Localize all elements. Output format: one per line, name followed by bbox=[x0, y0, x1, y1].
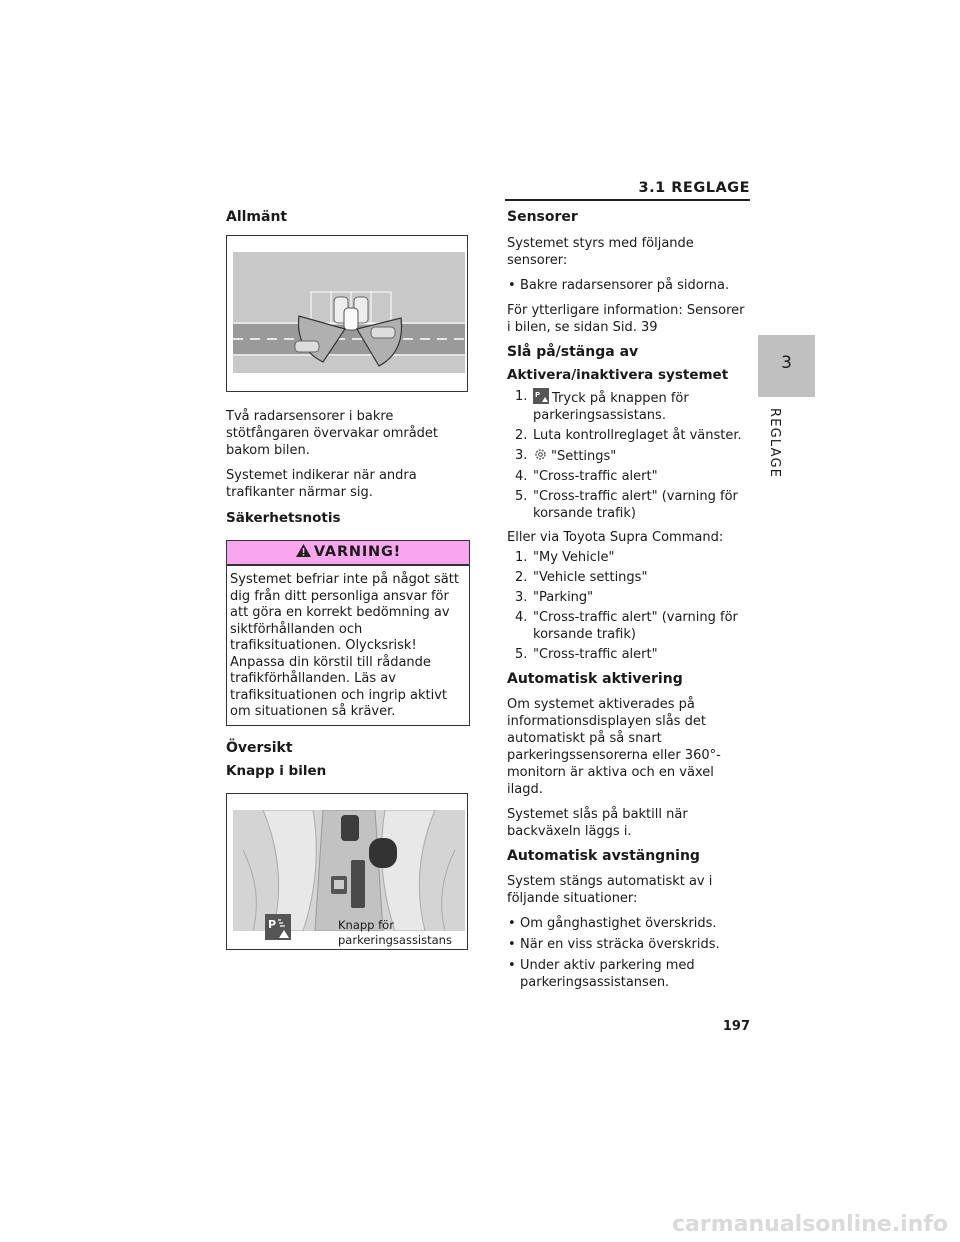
step2-3: 3. "Parking" bbox=[515, 590, 594, 605]
warning-header bbox=[227, 541, 469, 566]
chapter-tab-number: 3 bbox=[781, 353, 792, 373]
radar-coverage-illustration bbox=[233, 252, 465, 373]
allmant-paragraph-1: Två radarsensorer i bakre stötfångaren övervakar området bakom bilen. bbox=[226, 409, 439, 458]
step2-1: 1. "My Vehicle" bbox=[515, 550, 615, 565]
park-assist-button-icon bbox=[533, 388, 549, 404]
right-column bbox=[507, 207, 752, 991]
allmant-paragraph-2: Systemet indikerar när andra trafikanter närmar sig. bbox=[226, 468, 417, 500]
auto-avst-paragraph-1: System stängs automatiskt av i följande situationer: bbox=[507, 874, 713, 906]
warning-text: Systemet befriar inte på något sätt dig från ditt personliga ansvar för att göra en korrekt bedömning av siktförhållanden och trafiksituationen. Olycksrisk! Anpassa din körstil till rådande trafikförhållanden. Läs av trafiksituationen och ingrip aktivt om situationen så kräver. bbox=[230, 572, 459, 719]
heading-sla-pa-stanga-av: Slå på/stänga av bbox=[507, 344, 639, 360]
heading-automatisk-aktivering: Automatisk aktivering bbox=[507, 671, 683, 687]
auto-avst-bullet-2: • När en viss sträcka överskrids. bbox=[508, 937, 720, 952]
step-4: 4. "Cross-traffic alert" bbox=[515, 469, 658, 484]
steps-list-2 bbox=[507, 549, 752, 663]
heading-sakerhetsnotis: Säkerhetsnotis bbox=[226, 510, 341, 526]
step-3: 3. "Settings" bbox=[515, 448, 617, 464]
svg-text:P: P bbox=[535, 391, 541, 399]
left-column bbox=[226, 207, 470, 950]
sensorer-paragraph-1: Systemet styrs med följande sensorer: bbox=[507, 236, 694, 268]
steps-list-1 bbox=[507, 388, 752, 522]
step2-5: 5. "Cross-traffic alert" bbox=[515, 647, 658, 662]
heading-automatisk-avstangning: Automatisk avstängning bbox=[507, 848, 700, 864]
step2-2: 2. "Vehicle settings" bbox=[515, 570, 648, 585]
center-console-illustration bbox=[233, 810, 465, 931]
heading-oversikt: Översikt bbox=[226, 739, 293, 756]
section-header-title: 3.1 REGLAGE bbox=[638, 180, 750, 196]
sensorer-bullet: • Bakre radarsensorer på sidorna. bbox=[508, 278, 730, 293]
warning-triangle-icon bbox=[295, 543, 312, 558]
step-2: 2. Luta kontrollreglaget åt vänster. bbox=[515, 428, 742, 443]
legend-park-assist-label: Knapp för parkeringsassistans bbox=[338, 918, 452, 947]
watermark: carmanualsonline.info bbox=[672, 1212, 948, 1237]
auto-akt-paragraph-1: Om systemet aktiverades på informationsdisplayen slås det automatiskt på så snart parkeringssensorerna eller 360°-monitorn är aktiva och en växel ilagd. bbox=[507, 697, 721, 797]
radar-diagram-figure bbox=[226, 235, 468, 392]
park-assist-button-icon bbox=[265, 914, 291, 940]
warning-box bbox=[226, 540, 470, 726]
chapter-side-label: REGLAGE bbox=[767, 408, 782, 479]
step-1: 1. P Tryck på knappen för parkeringsassistans. bbox=[515, 389, 689, 423]
heading-sensorer: Sensorer bbox=[507, 209, 578, 225]
heading-allmant: Allmänt bbox=[226, 209, 288, 225]
heading-aktivera-inaktivera: Aktivera/inaktivera systemet bbox=[507, 367, 729, 383]
header-rule bbox=[505, 199, 750, 201]
step2-4: 4. "Cross-traffic alert" (varning för korsande trafik) bbox=[515, 610, 738, 642]
gear-icon bbox=[533, 447, 548, 462]
auto-akt-paragraph-2: Systemet slås på baktill när backväxeln läggs i. bbox=[507, 807, 688, 839]
eller-via-text: Eller via Toyota Supra Command: bbox=[507, 530, 724, 545]
step-5: 5. "Cross-traffic alert" (varning för korsande trafik) bbox=[515, 489, 738, 521]
warning-title: VARNING! bbox=[313, 544, 402, 560]
sensorer-paragraph-2: För ytterligare information: Sensorer i bilen, se sidan Sid. 39 bbox=[507, 303, 745, 335]
svg-text:P: P bbox=[268, 918, 277, 931]
auto-avst-bullet-1: • Om gånghastighet överskrids. bbox=[508, 916, 717, 931]
heading-knapp-i-bilen: Knapp i bilen bbox=[226, 762, 327, 779]
page-number: 197 bbox=[722, 1019, 750, 1034]
auto-avst-bullet-3: • Under aktiv parkering med parkeringsassistansen. bbox=[508, 958, 695, 990]
